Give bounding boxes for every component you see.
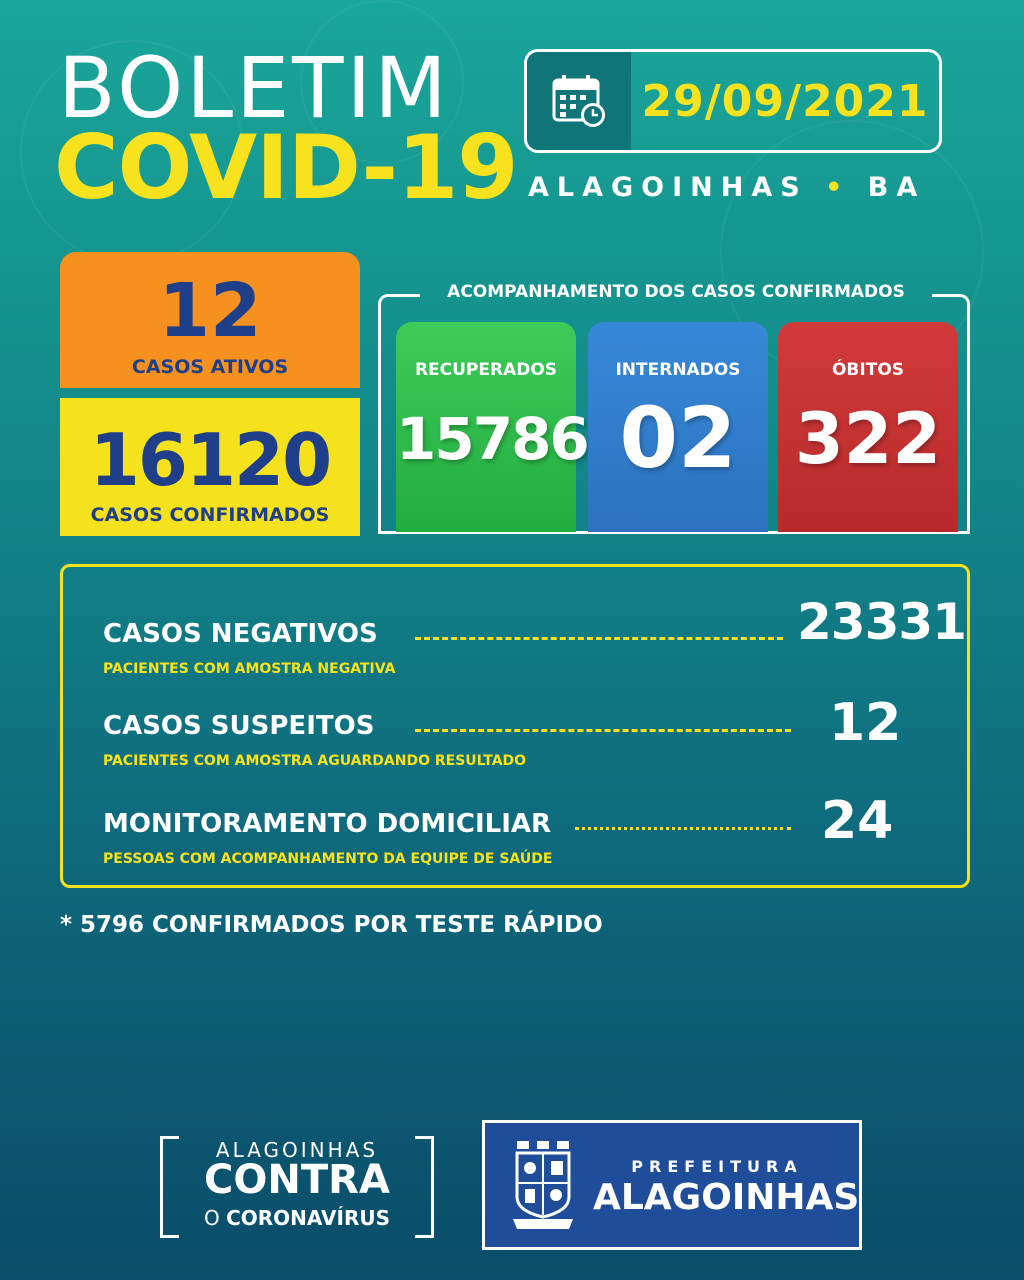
stat-row-negativos	[103, 593, 966, 679]
date-text: 29/09/2021	[641, 75, 929, 127]
prefeitura-logo	[482, 1120, 862, 1250]
monitoramento-label: MONITORAMENTO DOMICILIAR	[103, 809, 552, 839]
city-name: ALAGOINHAS	[528, 172, 808, 203]
stat-row-monitoramento	[103, 791, 953, 869]
monitoramento-value: 24	[821, 791, 894, 851]
stat-row-suspeitos	[103, 693, 953, 771]
recuperados-card	[396, 322, 588, 532]
campaign-line1: ALAGOINHAS	[215, 1138, 379, 1162]
dotted-leader	[415, 637, 783, 640]
alagoinhas-contra-coronavirus-logo	[160, 1136, 434, 1234]
suspeitos-label: CASOS SUSPEITOS	[103, 711, 375, 741]
casos-confirmados-box	[60, 398, 360, 536]
internados-value: 02	[619, 389, 737, 487]
city-location	[528, 172, 948, 203]
date-box	[524, 49, 942, 153]
city-crest-icon	[511, 1139, 575, 1231]
dotted-leader	[415, 729, 791, 732]
recuperados-value: 15786	[396, 405, 588, 473]
suspeitos-sub: PACIENTES COM AMOSTRA AGUARDANDO RESULTADO	[103, 753, 527, 769]
campaign-line3-prefix: O	[203, 1206, 220, 1230]
negativos-value: 23331	[797, 593, 966, 651]
obitos-label: ÓBITOS	[831, 360, 905, 380]
casos-ativos-label: CASOS ATIVOS	[131, 356, 289, 378]
internados-label: INTERNADOS	[615, 360, 741, 380]
title-covid: COVID-19	[54, 116, 518, 219]
campaign-line3-main: CORONAVÍRUS	[226, 1206, 390, 1230]
teste-rapido-note: * 5796 CONFIRMADOS POR TESTE RÁPIDO	[60, 912, 603, 938]
negativos-label: CASOS NEGATIVOS	[103, 619, 378, 649]
obitos-card	[778, 322, 958, 532]
campaign-line2: CONTRA	[204, 1157, 390, 1203]
dotted-leader	[575, 827, 791, 830]
casos-confirmados-value: 16120	[89, 418, 331, 502]
prefeitura-line1: PREFEITURA	[631, 1157, 803, 1176]
prefeitura-line2: ALAGOINHAS	[593, 1177, 860, 1218]
recuperados-label: RECUPERADOS	[414, 360, 558, 380]
calendar-clock-icon	[527, 52, 631, 150]
casos-ativos-value: 12	[158, 268, 262, 354]
stats-box	[60, 564, 970, 888]
internados-card	[588, 322, 768, 532]
acompanhamento-title: ACOMPANHAMENTO DOS CASOS CONFIRMADOS	[420, 282, 932, 302]
casos-ativos-box	[60, 252, 360, 388]
separator-dot: •	[825, 172, 851, 203]
obitos-value: 322	[794, 398, 942, 480]
monitoramento-sub: PESSOAS COM ACOMPANHAMENTO DA EQUIPE DE SAÚDE	[103, 851, 553, 867]
campaign-line3	[160, 1206, 434, 1230]
casos-confirmados-label: CASOS CONFIRMADOS	[90, 504, 330, 526]
state-name: BA	[867, 172, 926, 203]
negativos-sub: PACIENTES COM AMOSTRA NEGATIVA	[103, 661, 396, 677]
title-boletim: BOLETIM	[58, 39, 450, 137]
suspeitos-value: 12	[829, 693, 902, 753]
